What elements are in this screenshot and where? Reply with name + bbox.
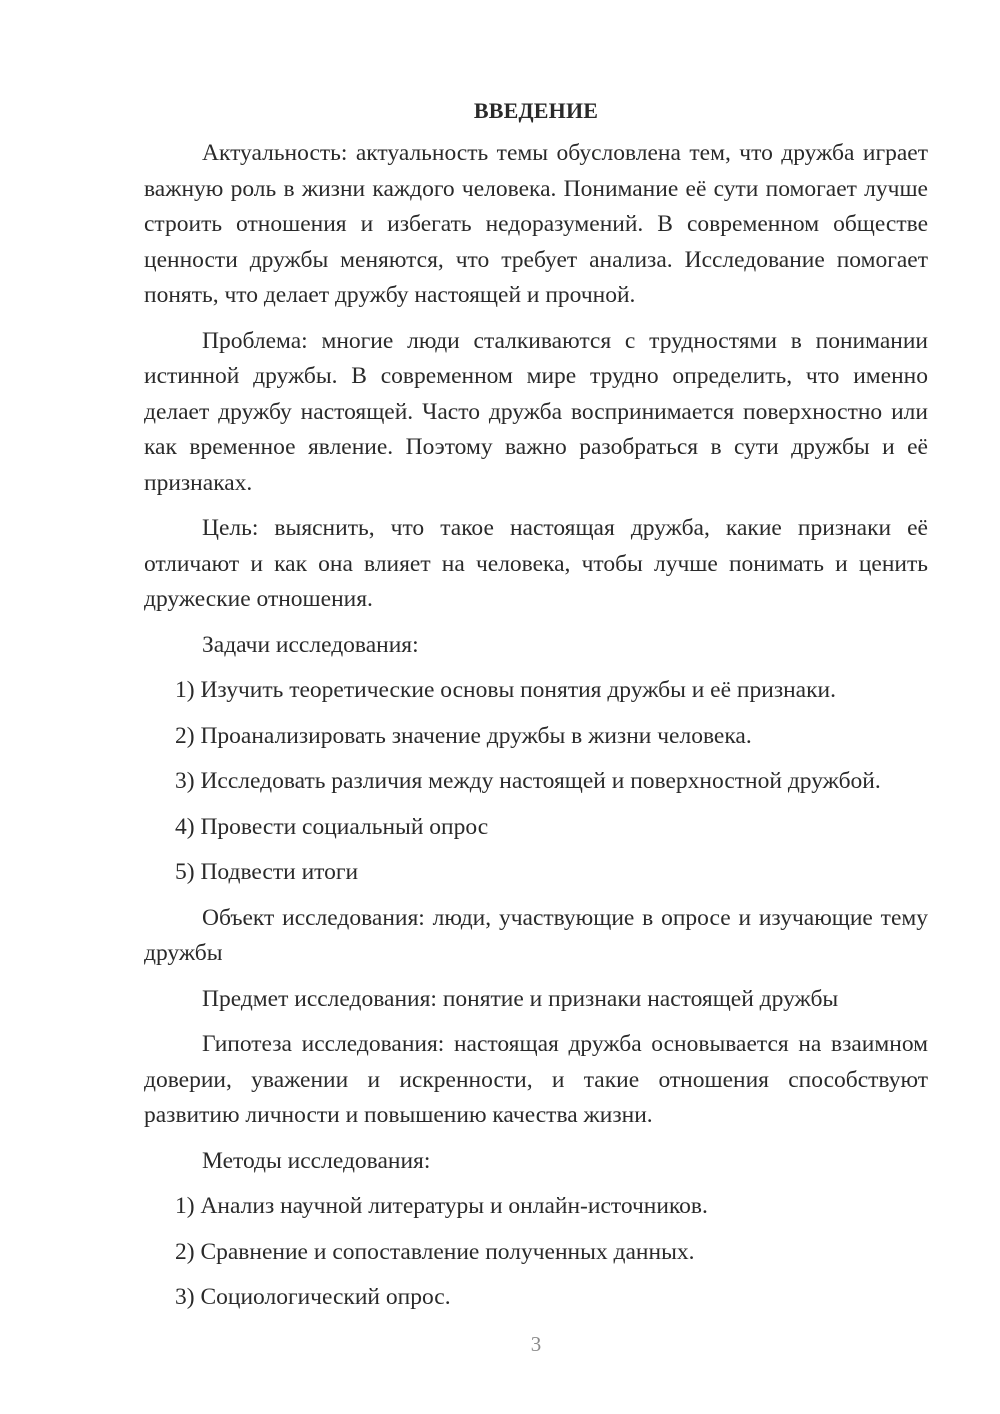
subject-paragraph: Предмет исследования: понятие и признаки настоящей дружбы bbox=[202, 985, 839, 1012]
tasks-list bbox=[144, 673, 928, 891]
goal-paragraph: Цель: выяснить, что такое настоящая дружба, какие признаки её отличают и как она влияет на человека, чтобы лучше понимать и ценить дружеские отношения. bbox=[144, 515, 928, 612]
page-content bbox=[144, 96, 928, 1316]
task-item: 5) Подвести итоги bbox=[175, 859, 359, 885]
methods-list bbox=[144, 1189, 928, 1316]
problem-paragraph: Проблема: многие люди сталкиваются с трудностями в понимании истинной дружбы. В современном мире трудно определить, что именно делает дружбу настоящей. Часто дружба воспринимается поверхностно или как временное явление. Поэтому важно разобраться в сути дружбы и её признаках. bbox=[144, 327, 928, 496]
tasks-heading: Задачи исследования: bbox=[202, 631, 419, 658]
hypothesis-paragraph: Гипотеза исследования: настоящая дружба основывается на взаимном доверии, уважении и искренности, и такие отношения способствуют развитию личности и повышению качества жизни. bbox=[144, 1031, 928, 1128]
method-item: 2) Сравнение и сопоставление полученных данных. bbox=[175, 1238, 695, 1265]
object-paragraph: Объект исследования: люди, участвующие в опросе и изучающие тему дружбы bbox=[144, 904, 928, 966]
task-item: 2) Проанализировать значение дружбы в жизни человека. bbox=[175, 722, 752, 749]
method-item: 1) Анализ научной литературы и онлайн-источников. bbox=[175, 1193, 708, 1219]
methods-heading: Методы исследования: bbox=[202, 1147, 431, 1174]
page-number: 3 bbox=[530, 1332, 542, 1356]
section-title: ВВЕДЕНИЕ bbox=[473, 98, 599, 123]
relevance-paragraph: Актуальность: актуальность темы обусловлена тем, что дружба играет важную роль в жизни каждого человека. Понимание её сути помогает лучше строить отношения и избегать недоразумений. В современном обществе ценности дружбы меняются, что требует анализа. Исследование помогает понять, что делает дружбу настоящей и прочной. bbox=[144, 140, 928, 308]
method-item: 3) Социологический опрос. bbox=[175, 1284, 451, 1310]
task-item: 3) Исследовать различия между настоящей и поверхностной дружбой. bbox=[175, 768, 881, 794]
task-item: 4) Провести социальный опрос bbox=[175, 813, 489, 840]
task-item: 1) Изучить теоретические основы понятия дружбы и её признаки. bbox=[175, 677, 836, 703]
